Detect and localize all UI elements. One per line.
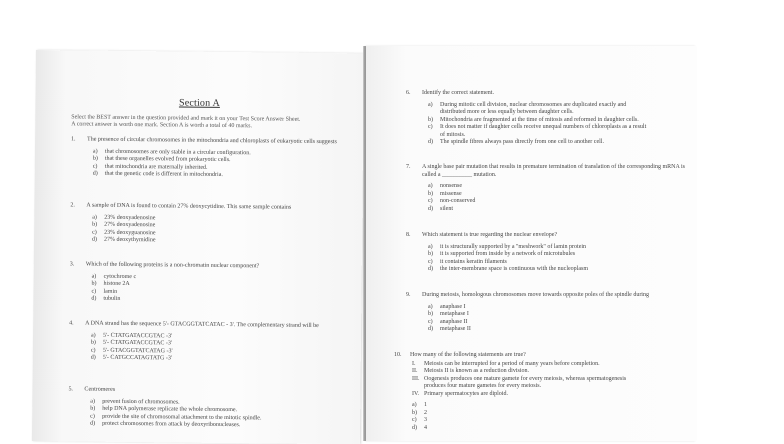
option: [93, 171, 341, 181]
option-label: b): [428, 251, 433, 257]
option-text: 5'- CTATGATACCGTAC -3': [102, 339, 173, 347]
option-label: b): [92, 155, 98, 162]
option-label: b): [428, 190, 433, 197]
option: [428, 109, 691, 117]
option-text: nonsense: [440, 183, 462, 189]
option-text: It does not matter if daughter cells receive unequal numbers of chloroplasts as a result: [440, 124, 647, 130]
option-label: c): [428, 318, 433, 325]
option: [428, 191, 691, 199]
instructions-line-2: A correct answer is worth one mark. Section A is worth a total of 40 marks.: [71, 121, 253, 130]
option-text: missense: [440, 190, 462, 197]
option-label: b): [412, 409, 417, 416]
option: [428, 266, 691, 274]
option-text: lamin: [103, 288, 118, 295]
option-text: distributed more or less equally between daughter cells.: [440, 109, 574, 115]
option-label: d): [90, 354, 96, 361]
option-text: the inter-membrane space is continuous with the nucleoplasm: [440, 266, 589, 272]
option-text: protect chromosomes from attack by deoxyribonucleases.: [102, 420, 241, 429]
option-label: d): [91, 236, 98, 243]
option-label: b): [90, 405, 96, 412]
statement-label: IV.: [412, 390, 420, 397]
question-number: 7.: [406, 164, 411, 170]
option: [92, 237, 340, 247]
instructions-line-1: Select the BEST answer in the question provided and mark it on your Test Score Answer Sheet.: [71, 114, 301, 123]
option-text: anaphase I: [440, 303, 466, 310]
right-page: [366, 46, 696, 441]
option-text: cytochrome c: [103, 273, 137, 280]
option-label: a): [91, 273, 97, 280]
option-text: 5'- CATGCCATAGTATG -3': [102, 354, 173, 362]
option: [428, 124, 691, 132]
option-label: c): [412, 417, 417, 423]
option-label: b): [428, 116, 433, 123]
statement: [412, 361, 691, 369]
option: [428, 251, 691, 259]
option-text: 1: [424, 402, 427, 408]
option-text: it contains keratin filaments: [440, 258, 507, 265]
option-text: 5'- CTATGATACCGTAC -3': [102, 332, 173, 339]
option-label: a): [428, 303, 433, 310]
option-text: help DNA polymerase replicate the whole chromosome.: [102, 405, 238, 414]
option-text: silent: [440, 205, 453, 212]
option-label: a): [428, 101, 433, 108]
statement-text: produces four mature gametes for every meiosis.: [424, 383, 542, 389]
option-label: d): [92, 170, 98, 177]
question-stem: Which of the following proteins is a non-chromatin nuclear component?: [85, 261, 260, 270]
question-10: [394, 352, 691, 432]
option-text: histone 2A: [103, 280, 130, 287]
option-label: b): [90, 339, 96, 346]
option: [428, 206, 691, 214]
option-text: metaphase I: [440, 311, 469, 317]
option-label: c): [90, 413, 95, 420]
option-label: d): [428, 266, 433, 272]
left-page: [32, 50, 364, 444]
question-stem: A DNA strand has the sequence 5'- GTACGGTATCATAC - 3'. The complementary strand will be: [85, 320, 319, 329]
option: [412, 425, 691, 433]
question-6: [406, 90, 691, 147]
option-label: b): [92, 221, 98, 228]
option-label: d): [91, 295, 97, 302]
option-label: d): [412, 424, 417, 431]
option-text: 23% deoxyguanosine: [104, 229, 156, 236]
option-label: a): [92, 148, 98, 155]
question-number: 2.: [70, 202, 75, 209]
option-label: a): [92, 214, 97, 221]
question-number: 9.: [406, 292, 411, 298]
option-text: prevent fusion of chromosomes.: [102, 398, 180, 406]
option: [91, 296, 339, 306]
option-text: During mitotic cell division, nuclear chromosomes are duplicated exactly and: [440, 101, 627, 108]
option-text: 23% deoxyadenosine: [104, 214, 156, 221]
option-text: that the genetic code is different in mitochondria.: [104, 170, 223, 178]
option-label: d): [428, 139, 433, 145]
option: [428, 319, 691, 327]
statement-text: Meiosis can be interrupted for a period of many years before completion.: [424, 360, 600, 367]
option: [428, 132, 691, 140]
option-label: d): [90, 420, 96, 427]
question-3: [69, 261, 339, 305]
option-label: c): [428, 198, 433, 204]
option-label: a): [90, 332, 96, 339]
question-5: [68, 386, 338, 430]
option-label: a): [412, 402, 417, 408]
question-stem: A single base pair mutation that results in premature termination of translation of the corresponding mRNA is called a __________ mutation.: [422, 164, 685, 178]
option-label: a): [428, 243, 433, 250]
question-stem: Which statement is true regarding the nuclear envelope?: [422, 232, 558, 238]
statement: [412, 368, 691, 376]
option-text: metaphase II: [440, 326, 471, 332]
option-label: b): [91, 280, 97, 287]
question-7: [406, 164, 691, 213]
option-text: it is structurally supported by a "meshwork" of lamin protein: [440, 243, 587, 250]
question-number: 8.: [406, 232, 411, 238]
question-number: 4.: [69, 320, 74, 327]
question-stem: A sample of DNA is found to contain 27% deoxycytidine. This same sample contains: [86, 202, 292, 211]
option-text: 3: [424, 417, 427, 423]
statement-label: II.: [412, 368, 418, 374]
option-label: c): [428, 258, 433, 265]
option-text: provide the site of chromosomal attachment to the mitotic spindle.: [102, 413, 262, 421]
option: [428, 259, 691, 267]
option-label: a): [90, 398, 96, 405]
option: [428, 311, 691, 319]
question-1: [71, 136, 341, 180]
option: [412, 410, 691, 418]
question-9: [406, 292, 691, 334]
statement: [412, 376, 691, 384]
option: [90, 421, 338, 431]
option-label: c): [90, 347, 96, 354]
option-label: c): [92, 163, 98, 170]
option-text: that chromosomes are only stable in a circular configuration.: [104, 148, 251, 156]
option-text: it is supported from inside by a network of microtubules: [440, 251, 576, 257]
option-text: anaphase II: [440, 318, 468, 325]
statement-text: Oogenesis produces one mature gamete for every meiosis, whereas spermatogenesis: [424, 375, 627, 382]
option-text: non-conserved: [440, 198, 476, 204]
option-label: b): [428, 311, 433, 317]
option: [428, 139, 691, 147]
option-text: tubulin: [103, 295, 121, 302]
statement-label: III.: [412, 375, 420, 382]
statement: [412, 391, 691, 399]
option-label: c): [91, 288, 97, 295]
option: [428, 102, 691, 110]
option-label: a): [428, 183, 433, 189]
statement-label: I.: [412, 360, 416, 367]
option-text: 27% deoxythymidine: [103, 236, 156, 244]
question-2: [70, 202, 340, 246]
option-text: 5'- GTACGGTATCATAG -3': [102, 347, 173, 354]
option: [428, 198, 691, 206]
option-text: The spindle fibres always pass directly from one cell to another cell.: [440, 139, 604, 145]
option: [428, 117, 691, 125]
option-text: that mitochondria are maternally inherited.: [104, 163, 208, 171]
option: [428, 326, 691, 334]
option: [428, 244, 691, 252]
option-text: that these organelles evolved from prokaryotic cells.: [104, 155, 231, 164]
question-stem: The presence of circular chromosomes in the mitochondria and chloroplasts of eukaryotic cells suggests: [87, 136, 337, 146]
option-text: 4: [424, 424, 427, 431]
option: [91, 355, 339, 365]
option-text: 27% deoxyadenosine: [104, 221, 156, 229]
option-label: c): [428, 124, 433, 130]
question-stem: During meiosis, homologous chromosomes move towards opposite poles of the spindle during: [422, 292, 649, 298]
question-number: 5.: [68, 386, 73, 393]
question-8: [406, 232, 691, 274]
question-number: 3.: [69, 261, 75, 268]
question-4: [69, 320, 339, 364]
question-stem: Centromeres: [84, 386, 116, 393]
option-label: c): [92, 229, 97, 236]
option-label: d): [428, 205, 433, 212]
question-number: 6.: [406, 90, 411, 96]
option: [412, 402, 691, 410]
option: [428, 183, 691, 191]
option-text: Mitochondria are fragmented at the time of mitosis and reformed in daughter cells.: [440, 116, 639, 123]
option-text: 2: [424, 409, 427, 416]
option-text: of mitosis.: [440, 131, 466, 138]
section-title: Section A: [178, 97, 220, 109]
option: [412, 417, 691, 425]
statement-text: Primary spermatocytes are diploid.: [424, 390, 508, 397]
question-stem: How many of the following statements are true?: [410, 352, 526, 358]
option-label: d): [428, 326, 433, 332]
statement-text: Meiosis II is known as a reduction division.: [424, 368, 529, 374]
option: [428, 304, 691, 312]
statement: [412, 383, 691, 391]
question-number: 10.: [394, 352, 402, 358]
question-number: 1.: [71, 136, 76, 143]
question-stem: Identify the correct statement.: [422, 90, 494, 96]
